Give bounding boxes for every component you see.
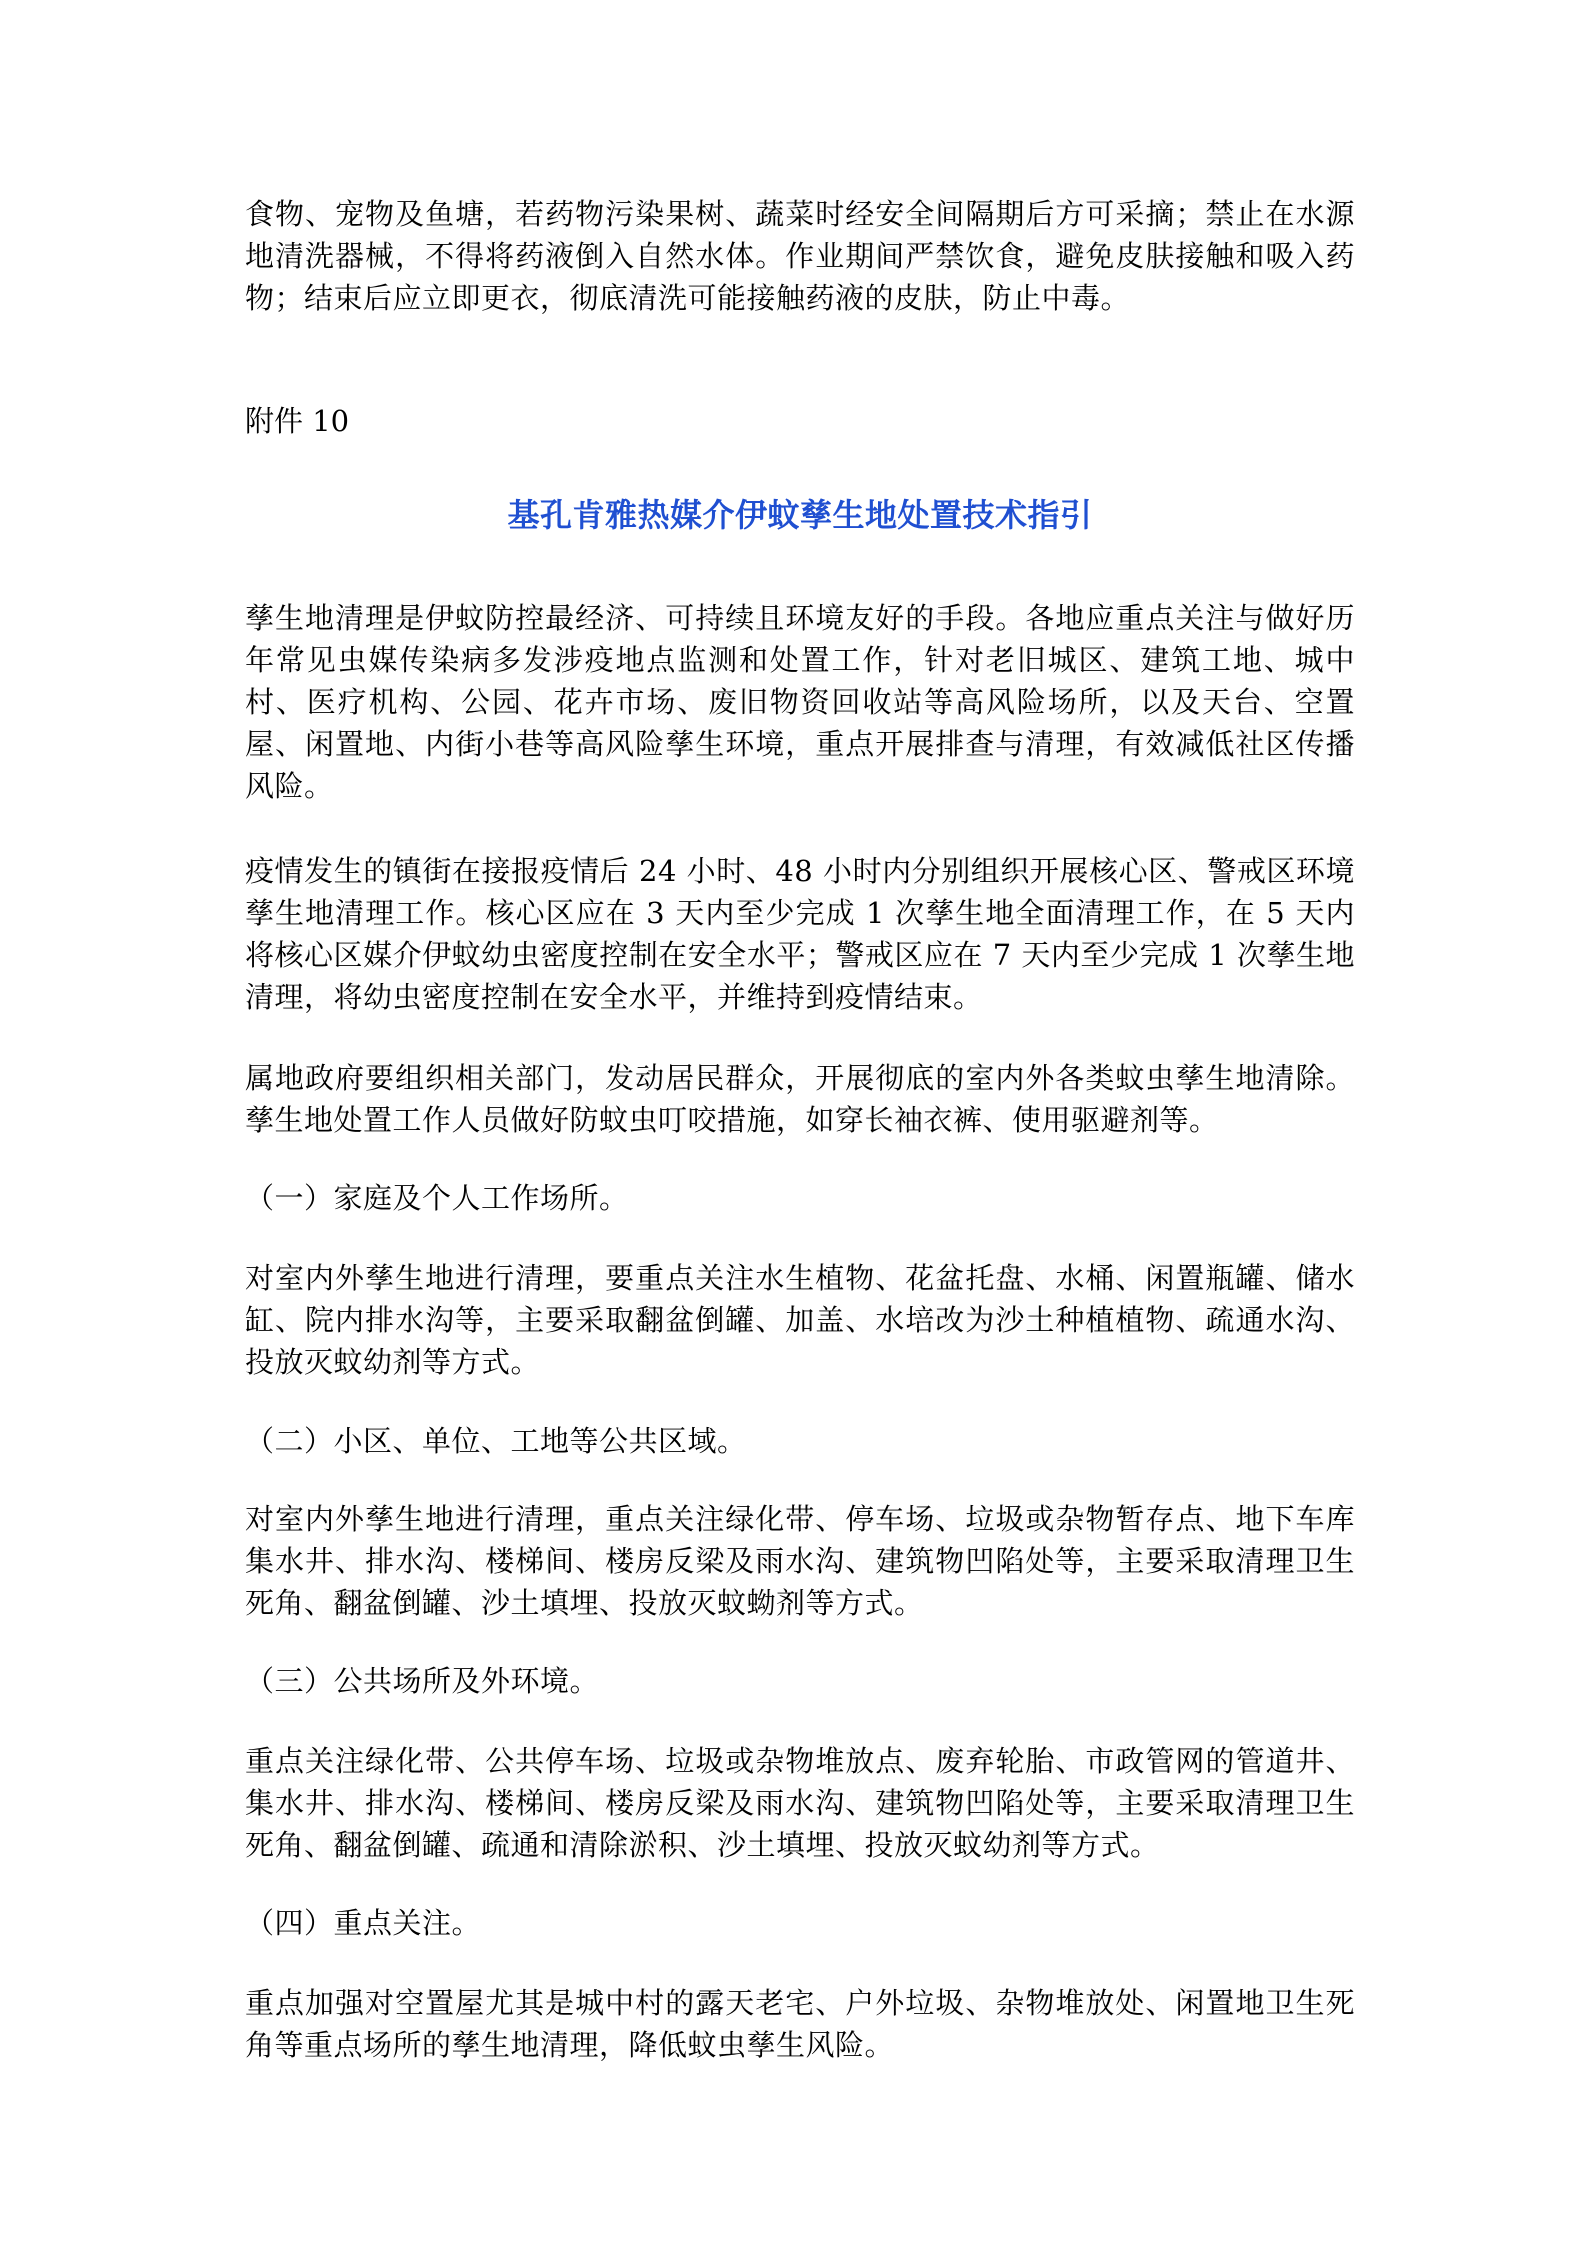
section-body: 对室内外孳生地进行清理，要重点关注水生植物、花盆托盘、水桶、闲置瓶罐、储水缸、院内排水沟等，主要采取翻盆倒罐、加盖、水培改为沙土种植植物、疏通水沟、投放灭蚊幼剂等方式。 — [245, 1261, 1355, 1379]
section-body: 重点关注绿化带、公共停车场、垃圾或杂物堆放点、废弃轮胎、市政管网的管道井、集水井、排水沟、楼梯间、楼房反梁及雨水沟、建筑物凹陷处等，主要采取清理卫生死角、翻盆倒罐、疏通和清除淤积、沙土填埋、投放灭蚊幼剂等方式。 — [245, 1744, 1355, 1862]
document-title: 基孔肯雅热媒介伊蚊孳生地处置技术指引 — [507, 496, 1093, 534]
section-heading: （三）公共场所及外环境。 — [245, 1664, 600, 1698]
section-heading: （二）小区、单位、工地等公共区域。 — [245, 1424, 747, 1458]
body-paragraph: 疫情发生的镇街在接报疫情后 24 小时、48 小时内分别组织开展核心区、警戒区环境孳生地清理工作。核心区应在 3 天内至少完成 1 次孳生地全面清理工作，在 5 天内将核心区媒介伊蚊幼虫密度控制在安全水平；警戒区应在 7 天内至少完成 1 次孳生地清理，将幼虫密度控制在安全水平，并维持到疫情结束。 — [245, 854, 1355, 1014]
section-heading: （一）家庭及个人工作场所。 — [245, 1181, 629, 1215]
intro-paragraph: 食物、宠物及鱼塘，若药物污染果树、蔬菜时经安全间隔期后方可采摘；禁止在水源地清洗器械，不得将药液倒入自然水体。作业期间严禁饮食，避免皮肤接触和吸入药物；结束后应立即更衣，彻底清洗可能接触药液的皮肤，防止中毒。 — [245, 197, 1355, 315]
section-body: 对室内外孳生地进行清理，重点关注绿化带、停车场、垃圾或杂物暂存点、地下车库集水井、排水沟、楼梯间、楼房反梁及雨水沟、建筑物凹陷处等，主要采取清理卫生死角、翻盆倒罐、沙土填埋、投放灭蚊蚴剂等方式。 — [245, 1502, 1355, 1620]
body-paragraph: 孳生地清理是伊蚊防控最经济、可持续且环境友好的手段。各地应重点关注与做好历年常见虫媒传染病多发涉疫地点监测和处置工作，针对老旧城区、建筑工地、城中村、医疗机构、公园、花卉市场、废旧物资回收站等高风险场所，以及天台、空置屋、闲置地、内街小巷等高风险孳生环境，重点开展排查与清理，有效减低社区传播风险。 — [245, 601, 1355, 803]
body-paragraph: 属地政府要组织相关部门，发动居民群众，开展彻底的室内外各类蚊虫孳生地清除。孳生地处置工作人员做好防蚊虫叮咬措施，如穿长袖衣裤、使用驱避剂等。 — [245, 1061, 1355, 1137]
annex-label: 附件 10 — [245, 404, 350, 438]
section-heading: （四）重点关注。 — [245, 1906, 482, 1940]
section-body: 重点加强对空置屋尤其是城中村的露天老宅、户外垃圾、杂物堆放处、闲置地卫生死角等重点场所的孳生地清理，降低蚊虫孳生风险。 — [245, 1986, 1355, 2062]
